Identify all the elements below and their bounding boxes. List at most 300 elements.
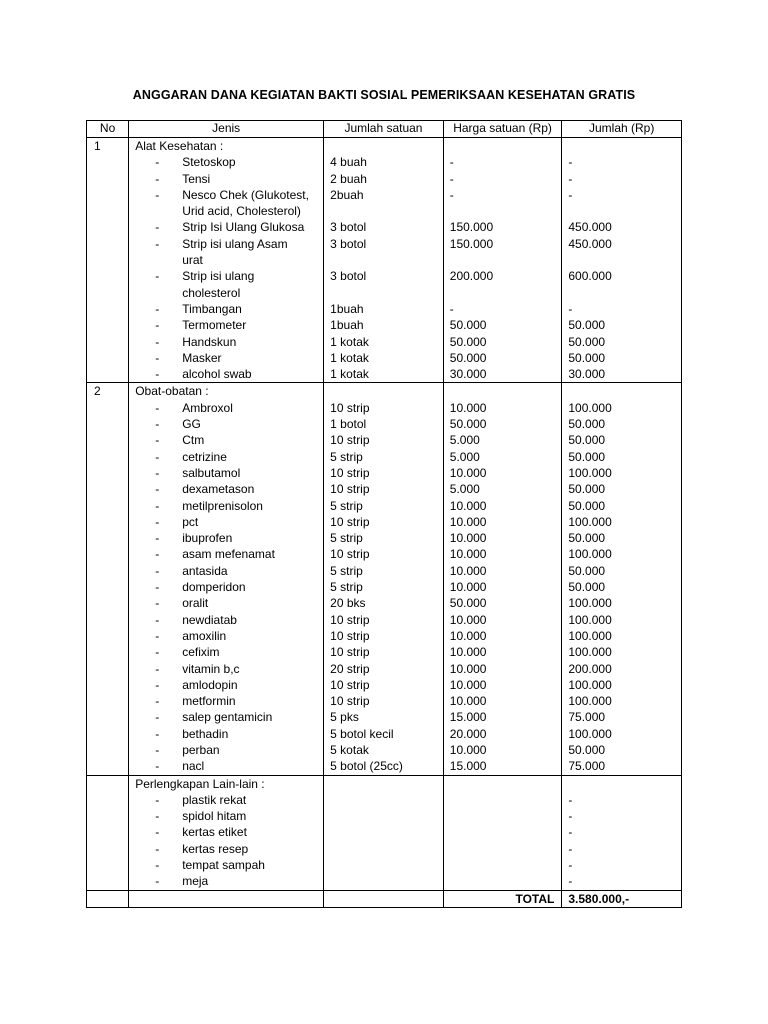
item-total: 50.000: [568, 563, 606, 578]
item-qty: 5 pks: [330, 710, 359, 725]
spacer-line: [444, 252, 562, 268]
bullet-dash: -: [155, 612, 160, 627]
item-qty: 10 strip: [330, 547, 370, 562]
item-total: -: [568, 858, 573, 873]
item-line: [129, 219, 323, 235]
jumlah-satuan-cell: [324, 383, 444, 775]
item-total: 100.000: [568, 400, 612, 415]
item-line: [129, 857, 323, 873]
item-name: perban: [182, 742, 220, 757]
section-number: 1: [87, 138, 129, 383]
item-total: 50.000: [568, 433, 606, 448]
bullet-dash: -: [155, 301, 160, 316]
item-name: Nesco Chek (Glukotest,: [182, 187, 309, 202]
spacer-line: [324, 383, 443, 399]
item-total: 100.000: [568, 612, 612, 627]
bullet-dash: -: [155, 220, 160, 235]
item-qty: 3 botol: [330, 269, 367, 284]
bullet-cell: [129, 350, 175, 366]
bullet-dash: -: [155, 841, 160, 856]
spacer-line: [562, 285, 681, 301]
item-line: [129, 465, 323, 481]
document-title: ANGGARAN DANA KEGIATAN BAKTI SOSIAL PEMERIKSAAN KESEHATAN GRATIS: [132, 88, 636, 102]
item-total: 100.000: [568, 726, 612, 741]
item-price: [444, 824, 562, 840]
item-name: metilprenisolon: [182, 498, 263, 513]
item-qty: 10 strip: [330, 400, 370, 415]
jenis-cell: [129, 138, 324, 383]
item-name: pct: [182, 514, 199, 529]
item-total: 50.000: [568, 334, 606, 349]
item-line: [129, 628, 323, 644]
bullet-dash: -: [155, 759, 160, 774]
item-name: newdiatab: [182, 612, 237, 627]
bullet-dash: -: [155, 809, 160, 824]
item-name: ibuprofen: [182, 531, 233, 546]
header-no: No: [87, 121, 129, 138]
bullet-cell: [129, 268, 175, 284]
item-total: 450.000: [568, 220, 612, 235]
item-price: -: [449, 171, 454, 186]
item-name: domperidon: [182, 580, 246, 595]
spacer-line: [444, 203, 562, 219]
item-total: 50.000: [568, 482, 606, 497]
section-row: [87, 138, 682, 383]
bullet-dash: -: [155, 269, 160, 284]
item-line: [129, 661, 323, 677]
bullet-dash: -: [155, 596, 160, 611]
item-line: [129, 481, 323, 497]
bullet-dash: -: [155, 318, 160, 333]
bullet-cell: [129, 498, 175, 514]
bullet-cell: [129, 317, 175, 333]
bullet-cell: [129, 546, 175, 562]
item-qty: 3 botol: [330, 220, 367, 235]
harga-satuan-cell: [443, 775, 562, 890]
item-line: [129, 693, 323, 709]
item-price: 150.000: [449, 220, 494, 235]
item-qty: [324, 857, 443, 873]
item-line: [129, 824, 323, 840]
bullet-dash: -: [155, 482, 160, 497]
bullet-cell: [129, 726, 175, 742]
bullet-dash: -: [155, 726, 160, 741]
bullet-dash: -: [155, 531, 160, 546]
item-name: antasida: [182, 563, 228, 578]
item-price: 50.000: [449, 596, 487, 611]
item-qty: 5 strip: [330, 531, 363, 546]
item-line: [129, 792, 323, 808]
item-price: [444, 857, 562, 873]
item-total: -: [568, 841, 573, 856]
jenis-cell: [129, 775, 324, 890]
item-price: [444, 873, 562, 889]
spacer-line: [324, 203, 443, 219]
item-qty: 5 strip: [330, 498, 363, 513]
item-line: [129, 317, 323, 333]
jumlah-cell: [562, 775, 682, 890]
bullet-cell: [129, 595, 175, 611]
bullet-dash: -: [155, 628, 160, 643]
category-label: Perlengkapan Lain-lain :: [135, 776, 265, 791]
item-name: Urid acid, Cholesterol): [182, 204, 301, 219]
item-name: urat: [182, 253, 203, 268]
total-row: [87, 890, 682, 907]
item-total: -: [568, 809, 573, 824]
bullet-dash: -: [155, 792, 160, 807]
item-line: [129, 498, 323, 514]
item-line: [129, 350, 323, 366]
item-price: 10.000: [449, 645, 487, 660]
bullet-dash: -: [155, 367, 160, 382]
bullet-cell: [129, 612, 175, 628]
spacer-line: [324, 138, 443, 154]
bullet-cell: [129, 285, 175, 301]
item-line: [129, 268, 323, 284]
item-qty: 10 strip: [330, 677, 370, 692]
item-name: nacl: [182, 759, 205, 774]
bullet-dash: -: [155, 187, 160, 202]
item-line: [129, 612, 323, 628]
bullet-cell: [129, 677, 175, 693]
bullet-cell: [129, 857, 175, 873]
bullet-cell: [129, 824, 175, 840]
item-total: 50.000: [568, 498, 606, 513]
bullet-dash: -: [155, 645, 160, 660]
bullet-dash: -: [155, 563, 160, 578]
spacer-line: [444, 285, 562, 301]
bullet-dash: -: [155, 465, 160, 480]
item-price: 15.000: [449, 710, 487, 725]
bullet-cell: [129, 873, 175, 889]
item-line: [129, 171, 323, 187]
item-qty: 1 kotak: [330, 350, 369, 365]
item-name: tempat sampah: [182, 858, 265, 873]
bullet-dash: -: [155, 580, 160, 595]
item-total: 600.000: [568, 269, 612, 284]
item-qty: 10 strip: [330, 694, 370, 709]
bullet-cell: [129, 301, 175, 317]
item-name: bethadin: [182, 726, 229, 741]
item-name: Timbangan: [182, 301, 242, 316]
bullet-dash: -: [155, 547, 160, 562]
item-qty: 1buah: [330, 301, 364, 316]
item-total: 50.000: [568, 318, 606, 333]
item-price: 5.000: [449, 449, 480, 464]
item-qty: 5 strip: [330, 580, 363, 595]
bullet-cell: [129, 742, 175, 758]
item-name: plastik rekat: [182, 792, 247, 807]
jumlah-cell: [562, 138, 682, 383]
item-qty: 10 strip: [330, 465, 370, 480]
item-name: salep gentamicin: [182, 710, 273, 725]
item-price: 50.000: [449, 417, 487, 432]
spacer-line: [444, 776, 562, 792]
item-total: 50.000: [568, 742, 606, 757]
item-name: Strip isi ulang Asam: [182, 236, 288, 251]
item-qty: 1 botol: [330, 417, 367, 432]
item-qty: [324, 841, 443, 857]
total-empty-cell: [87, 890, 129, 907]
item-total: -: [568, 825, 573, 840]
item-total: 100.000: [568, 465, 612, 480]
jumlah-satuan-cell: [324, 138, 444, 383]
item-total: -: [568, 187, 573, 202]
item-price: 30.000: [449, 367, 487, 382]
bullet-dash: -: [155, 874, 160, 889]
bullet-cell: [129, 758, 175, 774]
item-line: [129, 726, 323, 742]
bullet-cell: [129, 693, 175, 709]
item-price: 5.000: [449, 433, 480, 448]
item-name: alcohol swab: [182, 367, 252, 382]
item-total: 50.000: [568, 580, 606, 595]
item-name: cetrizine: [182, 449, 227, 464]
item-price: 150.000: [449, 236, 494, 251]
bullet-dash: -: [155, 742, 160, 757]
total-empty-cell: [129, 890, 324, 907]
bullet-dash: -: [155, 236, 160, 251]
bullet-dash: -: [155, 858, 160, 873]
bullet-dash: -: [155, 417, 160, 432]
item-price: 10.000: [449, 514, 487, 529]
item-total: 100.000: [568, 547, 612, 562]
item-price: 10.000: [449, 498, 487, 513]
total-label: TOTAL: [443, 890, 562, 907]
item-total: -: [568, 171, 573, 186]
bullet-dash: -: [155, 433, 160, 448]
item-price: 10.000: [449, 531, 487, 546]
item-line: [129, 301, 323, 317]
item-total: 200.000: [568, 661, 612, 676]
item-name: dexametason: [182, 482, 255, 497]
bullet-cell: [129, 203, 175, 219]
header-harga-satuan: Harga satuan (Rp): [443, 121, 562, 138]
item-price: 10.000: [449, 677, 487, 692]
item-qty: 5 botol kecil: [330, 726, 394, 741]
item-name: Strip isi ulang: [182, 269, 255, 284]
item-name: Tensi: [182, 171, 211, 186]
item-name: Strip Isi Ulang Glukosa: [182, 220, 305, 235]
item-qty: 10 strip: [330, 612, 370, 627]
item-total: 50.000: [568, 531, 606, 546]
item-total: -: [568, 301, 573, 316]
category-label: Alat Kesehatan :: [135, 139, 224, 153]
item-price: -: [449, 155, 454, 170]
item-price: 10.000: [449, 400, 487, 415]
item-total: 50.000: [568, 417, 606, 432]
item-name: Handskun: [182, 334, 237, 349]
item-qty: 4 buah: [330, 155, 367, 170]
bullet-cell: [129, 792, 175, 808]
item-line: [129, 595, 323, 611]
item-line: [129, 154, 323, 170]
category-label: Obat-obatan :: [135, 384, 209, 399]
item-qty: [324, 808, 443, 824]
item-name: cefixim: [182, 645, 220, 660]
table-body: [87, 138, 682, 891]
item-price: -: [449, 301, 454, 316]
item-name: GG: [182, 417, 201, 432]
item-line: [129, 579, 323, 595]
item-line: [129, 841, 323, 857]
total-empty-cell: [324, 890, 444, 907]
item-total: 50.000: [568, 350, 606, 365]
item-line: [129, 334, 323, 350]
bullet-dash: -: [155, 334, 160, 349]
item-qty: 1buah: [330, 318, 364, 333]
bullet-cell: [129, 171, 175, 187]
item-line: [129, 203, 323, 219]
item-price: 10.000: [449, 563, 487, 578]
spacer-line: [324, 776, 443, 792]
bullet-cell: [129, 334, 175, 350]
item-total: 100.000: [568, 645, 612, 660]
item-name: Masker: [182, 350, 222, 365]
item-line: [129, 285, 323, 301]
spacer-line: [324, 252, 443, 268]
item-line: [129, 709, 323, 725]
item-line: [129, 742, 323, 758]
item-price: 10.000: [449, 694, 487, 709]
item-name: oralit: [182, 596, 209, 611]
spacer-line: [562, 776, 681, 792]
bullet-cell: [129, 514, 175, 530]
item-price: 50.000: [449, 318, 487, 333]
item-qty: 3 botol: [330, 236, 367, 251]
bullet-cell: [129, 841, 175, 857]
jumlah-satuan-cell: [324, 775, 444, 890]
item-price: 15.000: [449, 759, 487, 774]
item-qty: [324, 873, 443, 889]
bullet-cell: [129, 236, 175, 252]
bullet-dash: -: [155, 171, 160, 186]
item-price: 200.000: [449, 269, 494, 284]
item-total: 75.000: [568, 759, 606, 774]
item-price: 20.000: [449, 726, 487, 741]
item-name: meja: [182, 874, 209, 889]
item-qty: 2buah: [330, 187, 364, 202]
bullet-cell: [129, 481, 175, 497]
item-total: -: [568, 155, 573, 170]
item-price: 10.000: [449, 580, 487, 595]
budget-table: [86, 120, 682, 908]
item-name: asam mefenamat: [182, 547, 275, 562]
header-jumlah: Jumlah (Rp): [562, 121, 682, 138]
jenis-cell: [129, 383, 324, 775]
spacer-line: [562, 203, 681, 219]
item-name: kertas etiket: [182, 825, 247, 840]
section-row: [87, 775, 682, 890]
bullet-cell: [129, 416, 175, 432]
item-qty: 20 bks: [330, 596, 366, 611]
item-line: [129, 546, 323, 562]
item-price: 50.000: [449, 350, 487, 365]
spacer-line: [324, 285, 443, 301]
item-qty: 10 strip: [330, 628, 370, 643]
item-total: 100.000: [568, 677, 612, 692]
bullet-dash: -: [155, 694, 160, 709]
bullet-cell: [129, 366, 175, 382]
item-line: [129, 236, 323, 252]
section-number: 2: [87, 383, 129, 775]
item-line: [129, 873, 323, 889]
bullet-cell: [129, 579, 175, 595]
item-total: -: [568, 792, 573, 807]
item-price: [444, 808, 562, 824]
item-total: 75.000: [568, 710, 606, 725]
bullet-cell: [129, 187, 175, 203]
bullet-cell: [129, 661, 175, 677]
item-line: [129, 514, 323, 530]
header-row: [87, 121, 682, 138]
harga-satuan-cell: [443, 138, 562, 383]
item-qty: 20 strip: [330, 661, 370, 676]
item-line: [129, 366, 323, 382]
item-price: [444, 841, 562, 857]
item-total: 450.000: [568, 236, 612, 251]
item-name: vitamin b,c: [182, 661, 240, 676]
item-total: 30.000: [568, 367, 606, 382]
header-jenis: Jenis: [129, 121, 324, 138]
item-line: [129, 252, 323, 268]
harga-satuan-cell: [443, 383, 562, 775]
item-qty: 10 strip: [330, 514, 370, 529]
item-line: [129, 416, 323, 432]
item-line: [129, 563, 323, 579]
bullet-dash: -: [155, 498, 160, 513]
section-row: [87, 383, 682, 775]
jumlah-cell: [562, 383, 682, 775]
bullet-cell: [129, 709, 175, 725]
item-name: amlodopin: [182, 677, 238, 692]
item-total: 50.000: [568, 449, 606, 464]
item-qty: 2 buah: [330, 171, 367, 186]
spacer-line: [562, 138, 681, 154]
bullet-dash: -: [155, 350, 160, 365]
item-qty: 5 kotak: [330, 742, 369, 757]
item-line: [129, 400, 323, 416]
bullet-cell: [129, 432, 175, 448]
item-qty: 10 strip: [330, 433, 370, 448]
item-total: -: [568, 874, 573, 889]
bullet-cell: [129, 644, 175, 660]
item-price: 10.000: [449, 742, 487, 757]
item-name: kertas resep: [182, 841, 249, 856]
header-jumlah-satuan: Jumlah satuan: [324, 121, 444, 138]
bullet-dash: -: [155, 155, 160, 170]
item-name: Termometer: [182, 318, 247, 333]
item-total: 100.000: [568, 514, 612, 529]
item-price: 10.000: [449, 612, 487, 627]
item-price: 10.000: [449, 547, 487, 562]
bullet-dash: -: [155, 661, 160, 676]
item-name: amoxilin: [182, 628, 227, 643]
section-number: [87, 775, 129, 890]
bullet-cell: [129, 219, 175, 235]
bullet-dash: -: [155, 677, 160, 692]
spacer-line: [444, 138, 562, 154]
item-qty: 10 strip: [330, 482, 370, 497]
item-qty: 1 kotak: [330, 334, 369, 349]
item-qty: 5 strip: [330, 563, 363, 578]
item-qty: [324, 824, 443, 840]
item-qty: 5 strip: [330, 449, 363, 464]
spacer-line: [562, 252, 681, 268]
item-price: 5.000: [449, 482, 480, 497]
item-price: 10.000: [449, 465, 487, 480]
spacer-line: [444, 383, 562, 399]
